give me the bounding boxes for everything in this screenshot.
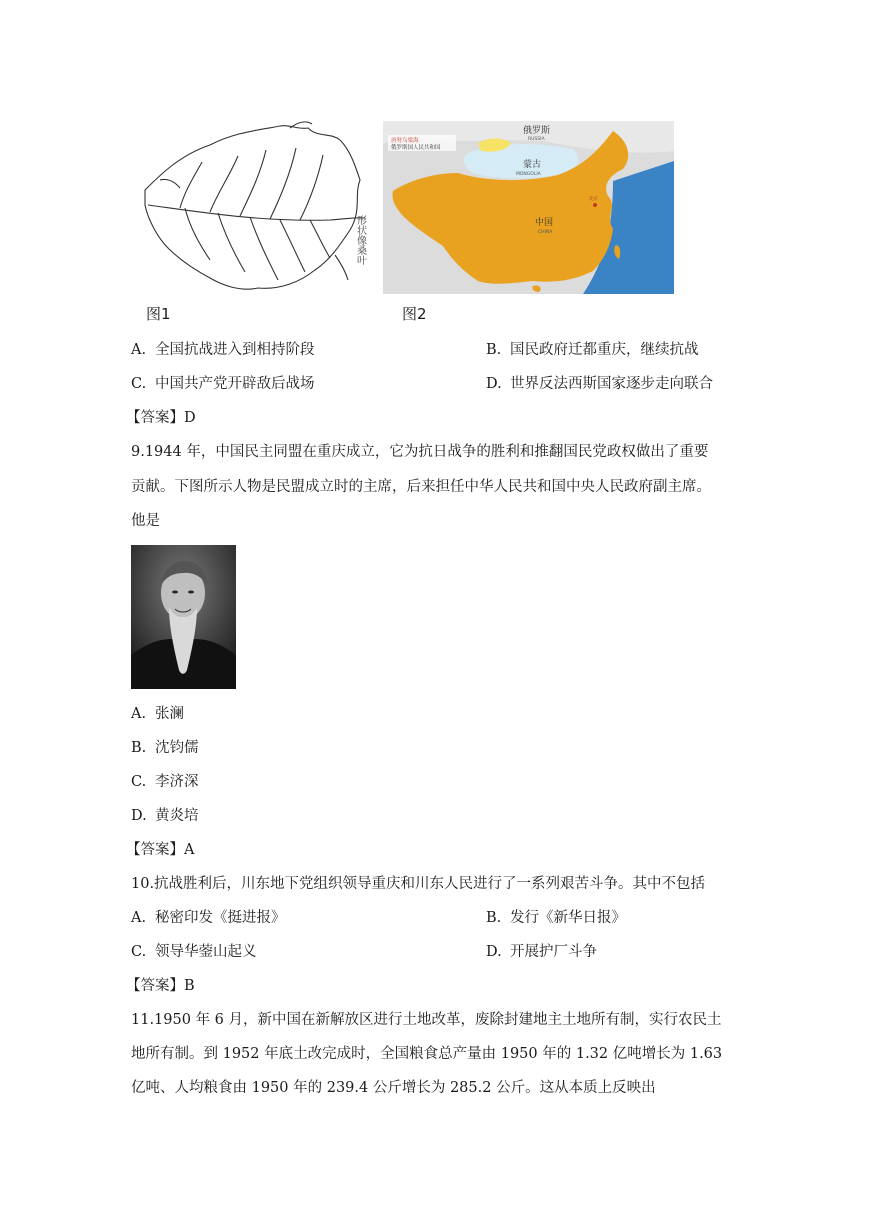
map-label-mongolia-en: MONGOLIA — [516, 172, 541, 177]
q8-option-d: D. 世界反法西斯国家逐步走向联合 — [486, 376, 713, 392]
map-label-beijing: 北京 — [589, 197, 598, 202]
figure-1-label: 图1 — [146, 305, 171, 323]
q10-answer: 【答案】B — [126, 978, 195, 994]
q11-stem-line-3: 亿吨、人均粮食由 1950 年的 239.4 公斤增长为 285.2 公斤。这从本质上反映出 — [131, 1080, 656, 1096]
q10-option-a: A. 秘密印发《挺进报》 — [131, 910, 286, 926]
q9-stem-line-3: 他是 — [131, 513, 160, 529]
figure-2-label: 图2 — [402, 305, 427, 323]
q10-option-b: B. 发行《新华日报》 — [486, 910, 626, 926]
map-label-mongolia: 蒙古 — [523, 160, 542, 170]
q9-answer: 【答案】A — [126, 842, 195, 858]
fig1-vertical-text: 形状像桑叶 — [354, 215, 366, 265]
q9-option-b: B. 沈钧儒 — [131, 740, 199, 756]
map-legend-2: 俄罗斯国人民共和国 — [391, 145, 441, 151]
map-label-russia-en: RUSSIA — [528, 137, 545, 142]
q11-stem-line-2: 地所有制。到 1952 年底土改完成时，全国粮食总产量由 1950 年的 1.32 亿吨增长为 1.63 — [131, 1046, 723, 1062]
q9-stem-line-2: 贡献。下图所示人物是民盟成立时的主席，后来担任中华人民共和国中央人民政府副主席。 — [131, 479, 711, 495]
q9-option-c: C. 李济深 — [131, 774, 199, 790]
q9-option-a: A. 张澜 — [131, 706, 184, 722]
q8-answer: 【答案】D — [126, 410, 196, 426]
portrait-photo — [131, 545, 236, 689]
q10-option-c: C. 领导华蓥山起义 — [131, 944, 257, 960]
q8-option-a: A. 全国抗战进入到相持阶段 — [131, 342, 315, 358]
beijing-marker-icon — [593, 203, 597, 207]
leaf-map-drawing — [140, 120, 372, 296]
q8-option-c: C. 中国共产党开辟敌后战场 — [131, 376, 315, 392]
map-label-china: 中国 — [535, 218, 554, 228]
map-legend-1: 唐努乌梁海 — [391, 138, 419, 144]
q10-stem: 10.抗战胜利后，川东地下党组织领导重庆和川东人民进行了一系列艰苦斗争。其中不包括 — [131, 876, 706, 892]
figure-2-china-map — [383, 121, 674, 294]
figure-1-leaf-map — [140, 120, 372, 296]
q9-option-d: D. 黄炎培 — [131, 808, 199, 824]
map-label-china-en: CHINA — [538, 230, 553, 235]
q11-stem-line-1: 11.1950 年 6 月，新中国在新解放区进行土地改革，废除封建地主土地所有制，实行农民土 — [131, 1012, 722, 1028]
map-label-russia: 俄罗斯 — [523, 126, 551, 136]
q8-option-b: B. 国民政府迁都重庆，继续抗战 — [486, 342, 699, 358]
q10-option-d: D. 开展护厂斗争 — [486, 944, 597, 960]
q9-stem-line-1: 9.1944 年，中国民主同盟在重庆成立，它为抗日战争的胜利和推翻国民党政权做出了重要 — [131, 444, 709, 460]
china-map-drawing — [383, 121, 674, 294]
